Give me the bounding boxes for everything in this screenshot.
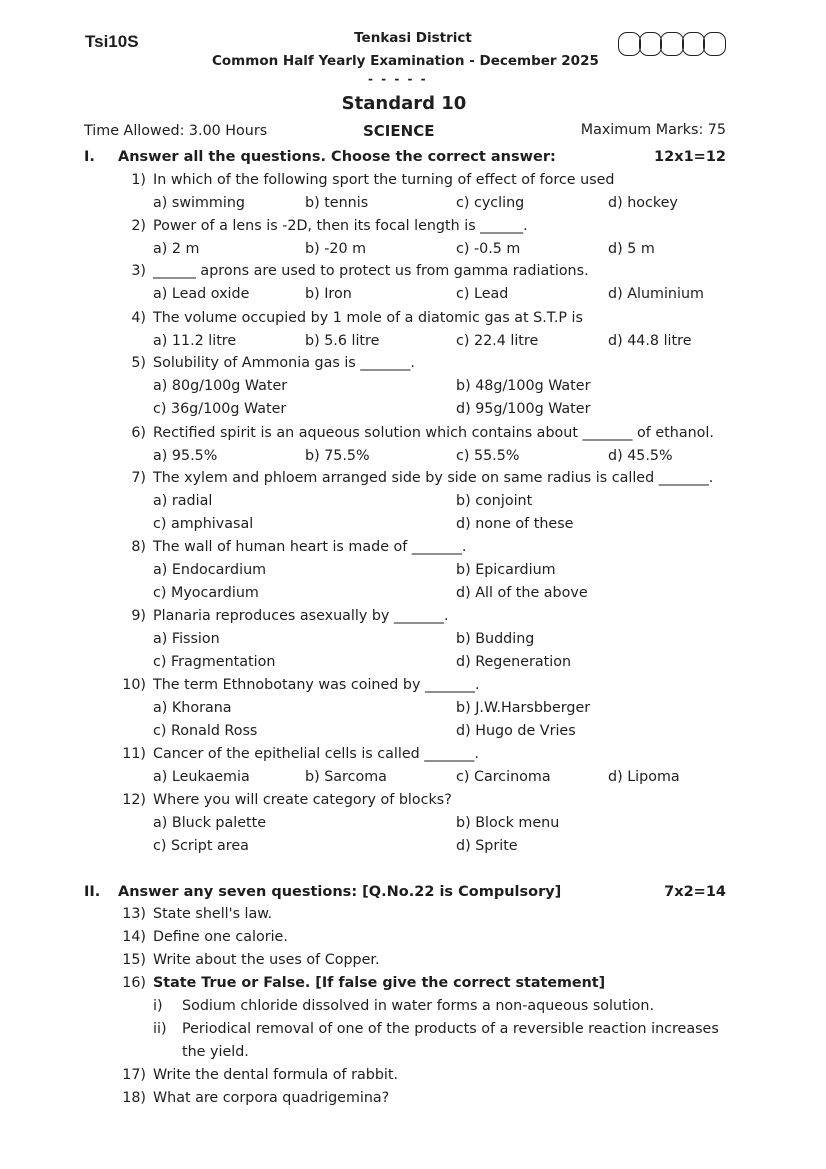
question-text: Rectified spirit is an aqueous solution which contains about _______ of ethanol. — [153, 425, 714, 441]
question-text: State shell's law. — [153, 906, 273, 922]
answer-option: c) 55.5% — [456, 448, 520, 464]
question-number: 14) — [122, 929, 146, 945]
question-number: 9) — [131, 608, 146, 624]
question-text: Planaria reproduces asexually by _______. — [153, 608, 449, 624]
answer-option: d) 95g/100g Water — [456, 401, 591, 417]
register-box — [703, 32, 726, 56]
answer-option: d) hockey — [608, 195, 678, 211]
question-text: The term Ethnobotany was coined by _______. — [153, 677, 480, 693]
answer-option: d) Hugo de Vries — [456, 723, 576, 739]
question-text: What are corpora quadrigemina? — [153, 1090, 390, 1106]
question-number: 7) — [131, 470, 146, 486]
question-text: The volume occupied by 1 mole of a diatomic gas at S.T.P is — [153, 310, 583, 326]
answer-option: a) Fission — [153, 631, 220, 647]
question-number: 11) — [122, 746, 146, 762]
question-text: The wall of human heart is made of _______. — [153, 539, 467, 555]
section-2-title: Answer any seven questions: [Q.No.22 is Compulsory] — [118, 884, 562, 900]
maximum-marks: Maximum Marks: 75 — [580, 122, 726, 138]
answer-option: d) Regeneration — [456, 654, 572, 670]
answer-option: c) Myocardium — [153, 585, 259, 601]
question-text: State True or False. [If false give the correct statement] — [153, 975, 606, 991]
answer-option: b) -20 m — [305, 241, 367, 257]
question-number: 15) — [122, 952, 146, 968]
sub-question-text: Periodical removal of one of the products of a reversible reaction increases — [182, 1021, 719, 1037]
header-separator: - - - - - — [368, 72, 428, 86]
question-text: Write about the uses of Copper. — [153, 952, 380, 968]
answer-option: a) radial — [153, 493, 213, 509]
time-allowed: Time Allowed: 3.00 Hours — [84, 123, 268, 139]
answer-option: a) Lead oxide — [153, 286, 250, 302]
answer-option: d) none of these — [456, 516, 574, 532]
question-number: 12) — [122, 792, 146, 808]
question-text: Define one calorie. — [153, 929, 288, 945]
answer-option: c) Script area — [153, 838, 249, 854]
answer-option: b) 48g/100g Water — [456, 378, 591, 394]
question-text: The xylem and phloem arranged side by side on same radius is called _______. — [153, 470, 714, 486]
sub-question-number: i) — [153, 998, 163, 1014]
section-1-marks: 12x1=12 — [654, 149, 726, 165]
question-text: Where you will create category of blocks? — [153, 792, 452, 808]
answer-option: b) Epicardium — [456, 562, 556, 578]
answer-option: d) 45.5% — [608, 448, 673, 464]
section-1-numeral: I. — [84, 149, 95, 165]
question-text: Solubility of Ammonia gas is _______. — [153, 355, 415, 371]
answer-option: b) Sarcoma — [305, 769, 387, 785]
exam-title: Common Half Yearly Examination - December 2025 — [212, 53, 599, 69]
answer-option: a) swimming — [153, 195, 245, 211]
section-2-numeral: II. — [84, 884, 101, 900]
answer-option: c) 22.4 litre — [456, 333, 539, 349]
register-box — [682, 32, 705, 56]
answer-option: a) Khorana — [153, 700, 232, 716]
question-number: 3) — [131, 263, 146, 279]
question-number: 17) — [122, 1067, 146, 1083]
answer-option: b) 5.6 litre — [305, 333, 380, 349]
paper-code: Tsi10S — [85, 32, 139, 51]
answer-option: d) Lipoma — [608, 769, 680, 785]
answer-option: a) Endocardium — [153, 562, 267, 578]
answer-option: b) Block menu — [456, 815, 560, 831]
answer-option: b) 75.5% — [305, 448, 370, 464]
answer-option: a) 95.5% — [153, 448, 218, 464]
register-box — [618, 32, 641, 56]
answer-option: d) 5 m — [608, 241, 655, 257]
answer-option: c) 36g/100g Water — [153, 401, 287, 417]
answer-option: b) Budding — [456, 631, 535, 647]
question-number: 2) — [131, 218, 146, 234]
question-number: 5) — [131, 355, 146, 371]
answer-option: d) All of the above — [456, 585, 588, 601]
answer-option: d) 44.8 litre — [608, 333, 692, 349]
answer-option: a) 2 m — [153, 241, 200, 257]
answer-option: d) Sprite — [456, 838, 518, 854]
question-number: 1) — [131, 172, 146, 188]
standard-title: Standard 10 — [341, 93, 467, 114]
question-number: 8) — [131, 539, 146, 555]
answer-option: c) Carcinoma — [456, 769, 551, 785]
answer-option: c) Lead — [456, 286, 509, 302]
answer-option: c) cycling — [456, 195, 525, 211]
register-number-boxes — [618, 32, 726, 56]
answer-option: c) amphivasal — [153, 516, 254, 532]
answer-option: b) J.W.Harsbberger — [456, 700, 591, 716]
answer-option: c) Ronald Ross — [153, 723, 258, 739]
answer-option: a) Leukaemia — [153, 769, 250, 785]
answer-option: c) Fragmentation — [153, 654, 276, 670]
answer-option: b) tennis — [305, 195, 369, 211]
answer-option: d) Aluminium — [608, 286, 704, 302]
question-number: 4) — [131, 310, 146, 326]
sub-question-number: ii) — [153, 1021, 167, 1037]
answer-option: b) Iron — [305, 286, 352, 302]
district-title: Tenkasi District — [354, 30, 472, 46]
register-box — [639, 32, 662, 56]
subject-title: SCIENCE — [363, 122, 435, 140]
sub-question-text: Sodium chloride dissolved in water forms a non-aqueous solution. — [182, 998, 655, 1014]
question-text: In which of the following sport the turning of effect of force used — [153, 172, 615, 188]
question-text: ______ aprons are used to protect us from gamma radiations. — [153, 263, 589, 279]
sub-question-text: the yield. — [182, 1044, 249, 1060]
question-number: 10) — [122, 677, 146, 693]
answer-option: c) -0.5 m — [456, 241, 521, 257]
question-text: Write the dental formula of rabbit. — [153, 1067, 399, 1083]
answer-option: a) Bluck palette — [153, 815, 267, 831]
question-number: 6) — [131, 425, 146, 441]
section-1-title: Answer all the questions. Choose the correct answer: — [118, 149, 556, 165]
answer-option: b) conjoint — [456, 493, 533, 509]
question-number: 18) — [122, 1090, 146, 1106]
question-text: Cancer of the epithelial cells is called _______. — [153, 746, 479, 762]
answer-option: a) 11.2 litre — [153, 333, 237, 349]
register-box — [660, 32, 683, 56]
question-number: 13) — [122, 906, 146, 922]
section-2-marks: 7x2=14 — [664, 884, 726, 900]
question-number: 16) — [122, 975, 146, 991]
question-text: Power of a lens is -2D, then its focal length is ______. — [153, 218, 528, 234]
answer-option: a) 80g/100g Water — [153, 378, 288, 394]
